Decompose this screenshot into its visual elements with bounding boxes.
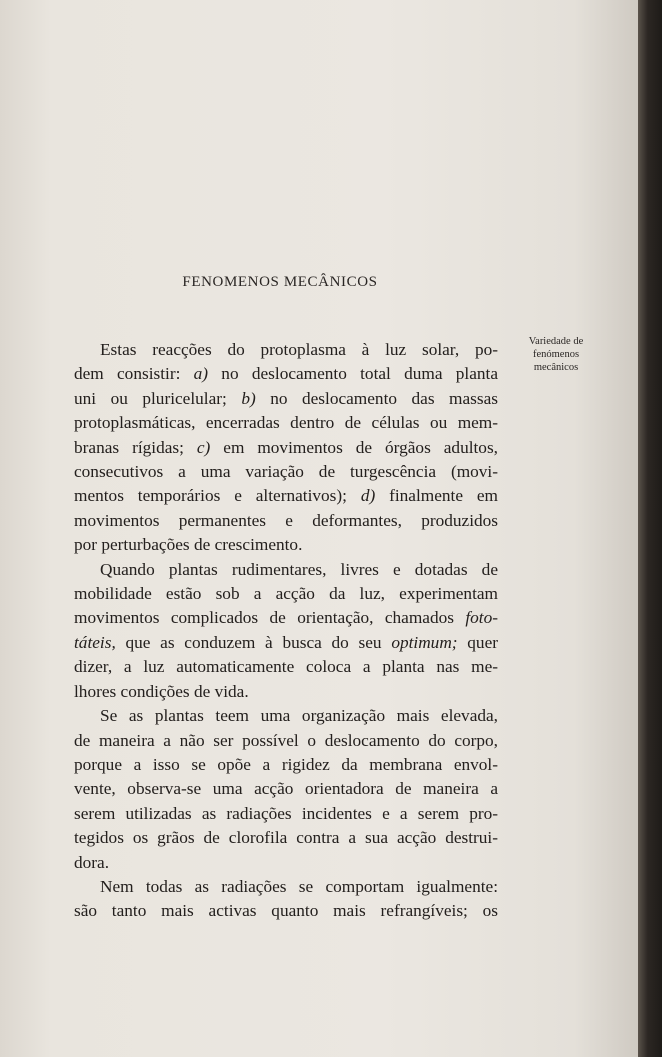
text-line: branas rígidas; c) em movimentos de órgãos adultos, xyxy=(74,437,498,457)
text-line: táteis, que as conduzem à busca do seu optimum; quer xyxy=(74,632,498,652)
text-line: movimentos complicados de orientação, chamados foto- xyxy=(74,608,498,628)
body-text xyxy=(74,338,498,924)
text-line: protoplasmáticas, encerradas dentro de células ou mem- xyxy=(74,413,498,433)
text-line: serem utilizadas as radiações incidentes e a serem pro- xyxy=(74,803,498,823)
margin-note-line: fenómenos xyxy=(532,349,580,360)
text-line: movimentos permanentes e deformantes, produzidos xyxy=(74,510,498,530)
text-line: por perturbações de crescimento. xyxy=(74,535,303,555)
margin-note xyxy=(508,335,604,374)
text-line: tegidos os grãos de clorofila contra a sua acção destrui- xyxy=(74,828,498,848)
margin-note-line: mecânicos xyxy=(533,362,579,373)
text-line: Quando plantas rudimentares, livres e dotadas de xyxy=(100,559,498,579)
text-line: Estas reacções do protoplasma à luz solar, po- xyxy=(100,340,498,359)
text-line: mentos temporários e alternativos); d) finalmente em xyxy=(74,486,498,506)
text-line: uni ou pluricelular; b) no deslocamento das massas xyxy=(74,388,498,408)
text-line: porque a isso se opõe a rigidez da membrana envol- xyxy=(74,754,498,774)
text-line: mobilidade estão sob a acção da luz, experimentam xyxy=(74,584,498,604)
text-line: consecutivos a uma variação de turgescência (movi- xyxy=(74,462,498,482)
text-line: Se as plantas teem uma organização mais elevada, xyxy=(100,706,498,726)
text-line: dem consistir: a) no deslocamento total duma planta xyxy=(74,364,498,384)
text-line: Nem todas as radiações se comportam igualmente: xyxy=(100,876,498,896)
text-line: dizer, a luz automaticamente coloca a planta nas me- xyxy=(74,657,498,677)
text-line: vente, observa-se uma acção orientadora de maneira a xyxy=(74,779,498,799)
text-line: lhores condições de vida. xyxy=(74,681,249,701)
margin-note-line: Variedade de xyxy=(528,336,584,347)
page-edge xyxy=(638,0,662,1057)
text-line: de maneira a não ser possível o deslocamento do corpo, xyxy=(74,730,498,750)
section-heading: FENOMENOS MECÂNICOS xyxy=(182,274,378,290)
text-line: são tanto mais activas quanto mais refrangíveis; os xyxy=(74,901,498,921)
text-line: dora. xyxy=(74,852,110,872)
